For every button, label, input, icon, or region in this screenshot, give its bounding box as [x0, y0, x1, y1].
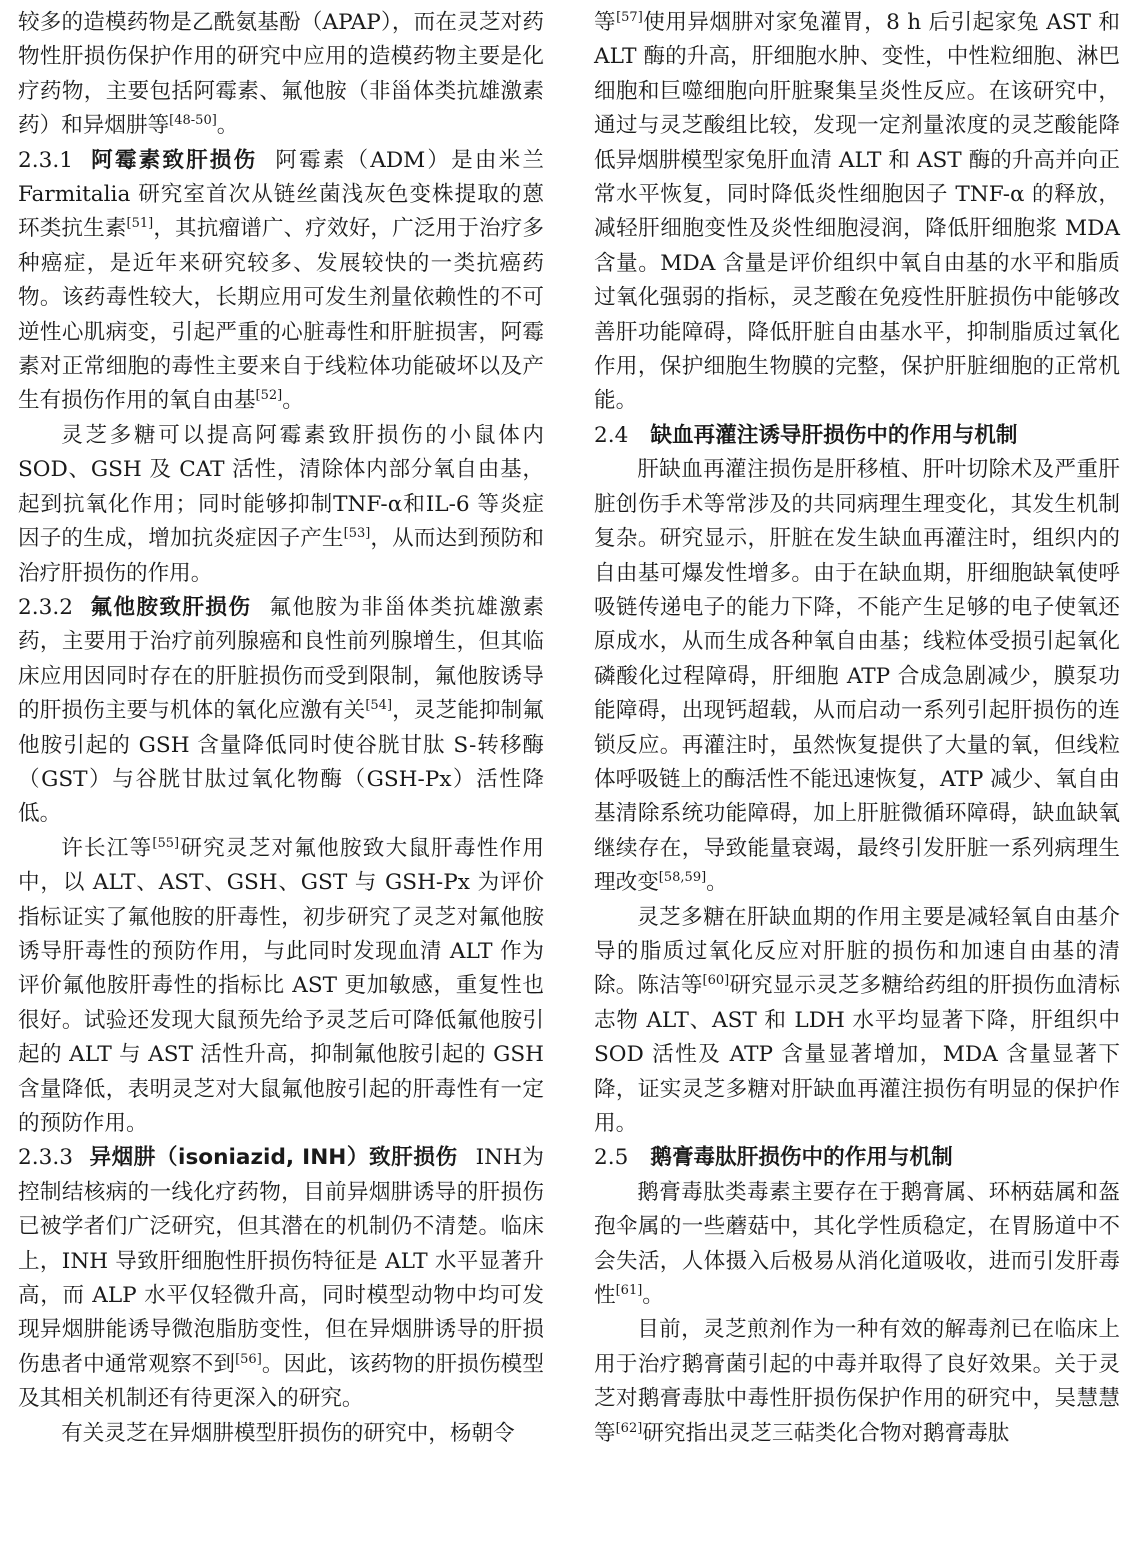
- section-number: 2.3.1: [18, 147, 73, 173]
- paragraph-yang-continued: 等[57]使用异烟肼对家兔灌胃，8 h 后引起家兔 AST 和 ALT 酶的升高，肝细胞水肿、变性，中性粒细胞、淋巴细胞和巨噬细胞向肝脏聚集呈炎性反应。在该研究中，通过与灵芝酸组比较，发现一定剂量浓度的灵芝酸能降低异烟肼模型家兔肝血清 ALT 和 AST 酶的升高并向正常水平恢复，同时降低炎性细胞因子 TNF-α 的释放，减轻肝细胞变性及炎性细胞浸润，降低肝细胞浆 MDA 含量。MDA 含量是评价组织中氧自由基的水平和脂质过氧化强弱的指标，灵芝酸在免疫性肝脏损伤中能够改善肝功能障碍，降低肝脏自由基水平，抑制脂质过氧化作用，保护细胞生物膜的完整，保护肝脏细胞的正常机能。: [594, 10, 1120, 414]
- citation[interactable]: [61]: [615, 1283, 643, 1299]
- left-column: [18, 6, 544, 1451]
- paragraph-decoction: 目前，灵芝煎剂作为一种有效的解毒剂已在临床上用于治疗鹅膏菌引起的中毒并取得了良好效果。关于灵芝对鹅膏毒肽中毒性肝损伤保护作用的研究中，吴慧慧等[62]研究指出灵芝三萜类化合物对鹅膏毒肽: [594, 1317, 1120, 1446]
- section-title: 阿霉素致肝损伤: [88, 147, 258, 173]
- section-2-3-3: 2.3.3 异烟肼（isoniazid, INH）致肝损伤 INH为控制结核病的一线化疗药物，目前异烟肼诱导的肝损伤已被学者们广泛研究，但其潜在的机制仍不清楚。临床上，INH 导致肝细胞性肝损伤特征是 ALT 水平显著升高，而 ALP 水平仅轻微升高，同时模型动物中均可发现异烟肼能诱导微泡脂肪变性，但在异烟肼诱导的肝损伤患者中通常观察不到[56]。因此，该药物的肝损伤模型及其相关机制还有待更深入的研究。: [18, 1145, 544, 1412]
- citation[interactable]: [58,59]: [658, 870, 707, 886]
- citation[interactable]: [54]: [365, 698, 393, 714]
- paragraph-ischemia: 肝缺血再灌注损伤是肝移植、肝叶切除术及严重肝脏创伤手术等常涉及的共同病理生理变化，其发生机制复杂。研究显示，肝脏在发生缺血再灌注时，组织内的自由基可爆发性增多。由于在缺血期，肝细胞缺氧使呼吸链传递电子的能力下降，不能产生足够的电子使氧还原成水，从而生成各种氧自由基；线粒体受损引起氧化磷酸化过程障碍，肝细胞 ATP 合成急剧减少，膜泵功能障碍，出现钙超载，从而启动一系列引起肝损伤的连锁反应。再灌注时，虽然恢复提供了大量的氧，但线粒体呼吸链上的酶活性不能迅速恢复，ATP 减少、氧自由基清除系统功能障碍，加上肝脏微循环障碍，缺血缺氧继续存在，导致能量衰竭，最终引发肝脏一系列病理生理改变[58,59]。: [594, 457, 1120, 896]
- citation[interactable]: [57]: [616, 10, 643, 25]
- section-title: 缺血再灌注诱导肝损伤中的作用与机制: [650, 422, 1018, 448]
- right-column: [594, 6, 1120, 1451]
- section-number: 2.5: [594, 1145, 629, 1171]
- paragraph-amanita: 鹅膏毒肽类毒素主要存在于鹅膏属、环柄菇属和盔孢伞属的一些蘑菇中，其化学性质稳定，在胃肠道中不会失活，人体摄入后极易从消化道吸收，进而引发肝毒性[61]。: [594, 1179, 1120, 1309]
- section-number: 2.3.2: [18, 594, 73, 620]
- section-title: 氟他胺致肝损伤: [88, 594, 252, 620]
- section-number: 2.4: [594, 422, 629, 448]
- citation[interactable]: [60]: [702, 973, 730, 989]
- citation[interactable]: [62]: [615, 1420, 643, 1436]
- paragraph-chen: 灵芝多糖在肝缺血期的作用主要是减轻氧自由基介导的脂质过氧化反应对肝脏的损伤和加速自由基的清除。陈洁等[60]研究显示灵芝多糖给药组的肝损伤血清标志物 ALT、AST 和 LDH 水平均显著下降，肝组织中 SOD 活性及 ATP 含量显著增加，MDA 含量显著下降，证实灵芝多糖对肝缺血再灌注损伤有明显的保护作用。: [594, 904, 1120, 1136]
- section-2-3-2: 2.3.2 氟他胺致肝损伤 氟他胺为非甾体类抗雄激素药，主要用于治疗前列腺癌和良性前列腺增生，但其临床应用因同时存在的肝脏损伤而受到限制，氟他胺诱导的肝损伤主要与机体的氧化应激有关[54]，灵芝能抑制氟他胺引起的 GSH 含量降低同时使谷胱甘肽 S-转移酶（GST）与谷胱甘肽过氧化物酶（GSH-Px）活性降低。: [18, 594, 544, 827]
- citation[interactable]: [56]: [235, 1351, 262, 1367]
- citation[interactable]: [53]: [343, 526, 371, 542]
- section-title: 异烟肼（isoniazid, INH）致肝损伤: [88, 1145, 458, 1171]
- section-2-4-heading: [594, 419, 1120, 453]
- paragraph-xu: 许长江等[55]研究灵芝对氟他胺致大鼠肝毒性作用中，以 ALT、AST、GSH、GST 与 GSH-Px 为评价指标证实了氟他胺的肝毒性，初步研究了灵芝对氟他胺诱导肝毒性的预防作用，与此同时发现血清 ALT 作为评价氟他胺肝毒性的指标比 AST 更加敏感，重复性也很好。试验还发现大鼠预先给予灵芝后可降低氟他胺引起的 ALT 与 AST 活性升高，抑制氟他胺引起的 GSH 含量降低，表明灵芝对大鼠氟他胺引起的肝毒性有一定的预防作用。: [18, 835, 544, 1136]
- citation[interactable]: [55]: [152, 835, 180, 851]
- citation[interactable]: [52]: [255, 388, 283, 404]
- section-2-3-1: 2.3.1 阿霉素致肝损伤 阿霉素（ADM）是由米兰Farmitalia 研究室首次从链丝菌浅灰色变株提取的蒽环类抗生素[51]，其抗瘤谱广、疗效好，广泛用于治疗多种癌症，是近年来研究较多、发展较快的一类抗癌药物。该药毒性较大，长期应用可发生剂量依赖性的不可逆性心肌病变，引起严重的心脏毒性和肝脏损害，阿霉素对正常细胞的毒性主要来自于线粒体功能破坏以及产生有损伤作用的氧自由基[52]。: [18, 147, 544, 414]
- citation[interactable]: [51]: [126, 216, 154, 232]
- citation[interactable]: [48-50]: [169, 113, 217, 129]
- paragraph-yang: 有关灵芝在异烟肼模型肝损伤的研究中，杨朝令: [61, 1420, 515, 1446]
- section-2-5-heading: [594, 1141, 1120, 1175]
- section-title: 鹅膏毒肽肝损伤中的作用与机制: [650, 1145, 953, 1171]
- section-number: 2.3.3: [18, 1145, 73, 1171]
- paragraph-intro: 较多的造模药物是乙酰氨基酚（APAP），而在灵芝对药物性肝损伤保护作用的研究中应用的造模药物主要是化疗药物，主要包括阿霉素、氟他胺（非甾体类抗雄激素药）和异烟肼等[48-50]。: [18, 10, 544, 139]
- paragraph-lingzhi-polysaccharide: 灵芝多糖可以提高阿霉素致肝损伤的小鼠体内SOD、GSH 及 CAT 活性，清除体内部分氧自由基，起到抗氧化作用；同时能够抑制TNF-α和IL-6 等炎症因子的生成，增加抗炎症因子产生[53]，从而达到预防和治疗肝损伤的作用。: [18, 422, 544, 586]
